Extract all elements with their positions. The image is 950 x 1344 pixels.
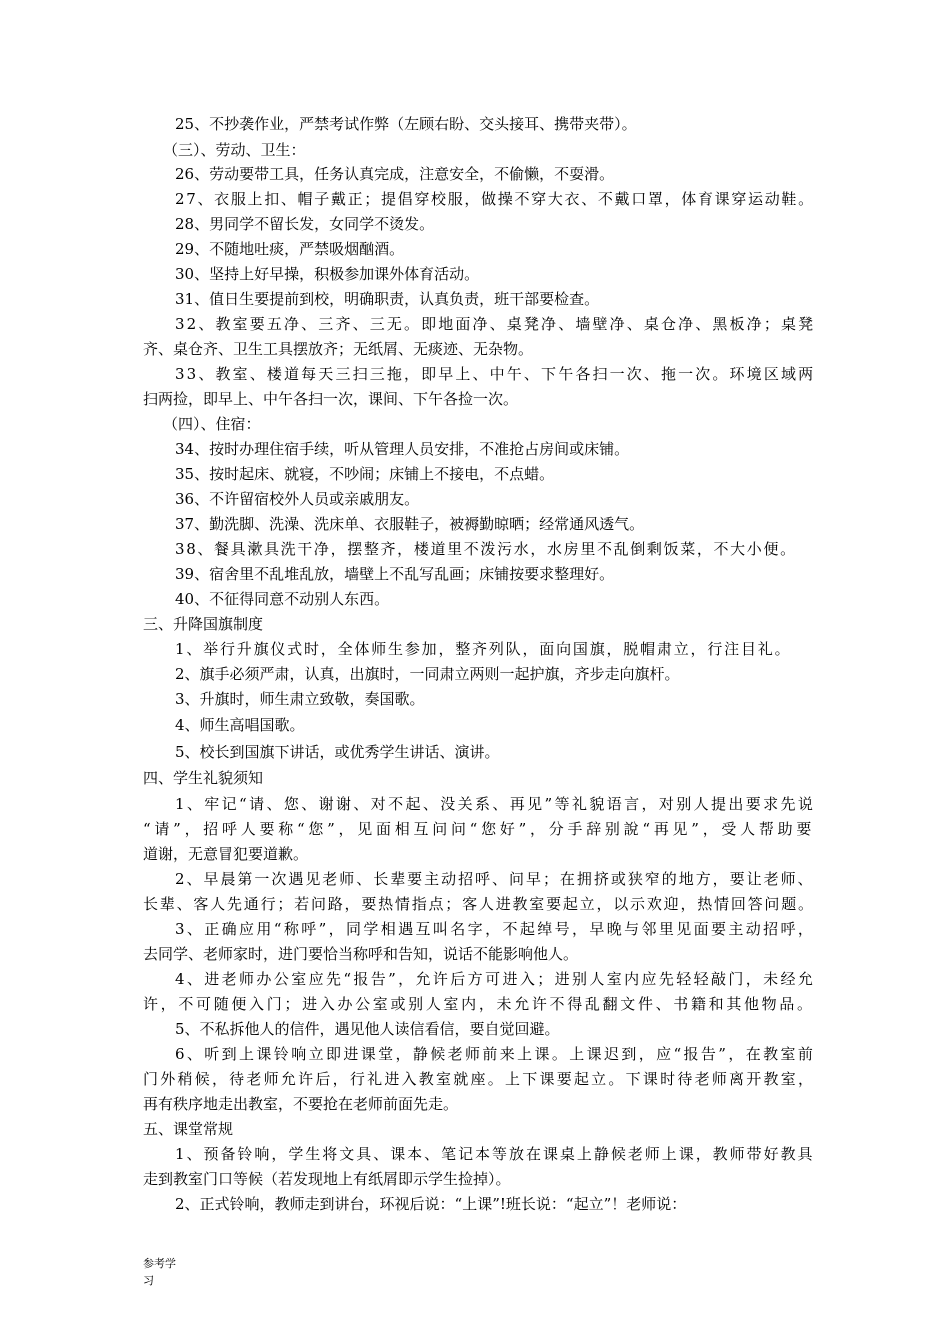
text-line: 6、听到上课铃响立即进课堂，静候老师前来上课。上课迟到，应“报告”，在教室前 [175,1045,816,1063]
text-line: 去同学、老师家时，进门要恰当称呼和告知，说话不能影响他人。 [143,945,579,963]
text-line: 36、不许留宿校外人员或亲戚朋友。 [175,490,420,508]
text-line: 31、值日生要提前到校，明确职责，认真负责，班干部要检查。 [175,290,600,308]
text-line: 2、早晨第一次遇见老师、长辈要主动招呼、问早；在拥挤或狭窄的地方，要让老师、 [175,870,815,888]
text-line: 26、劳动要带工具，任务认真完成，注意安全，不偷懒，不耍滑。 [175,165,615,183]
text-line: 34、按时办理住宿手续，听从管理人员安排，不准抢占房间或床铺。 [175,440,630,458]
text-line: 2、旗手必须严肃，认真，出旗时，一同肃立两则一起护旗，齐步走向旗杆。 [175,665,680,683]
text-line: 三、升降国旗制度 [143,615,264,633]
text-line: 30、坚持上好早操，积极参加课外体育活动。 [175,265,480,283]
text-line: 1、举行升旗仪式时，全体师生参加，整齐列队，面向国旗，脱帽肃立，行注目礼。 [175,640,792,658]
text-line: （四）、住宿： [163,415,261,433]
text-line: 3、正确应用“称呼”，同学相遇互叫名字，不起绰号，早晚与邻里见面要主动招呼， [175,920,816,938]
text-line: 扫两捡，即早上、中午各扫一次，课间、下午各捡一次。 [143,390,519,408]
text-line: 5、不私拆他人的信件，遇见他人读信看信，要自觉回避。 [175,1020,560,1038]
text-line: 25、不抄袭作业，严禁考试作弊（左顾右盼、交头接耳、携带夹带）。 [175,115,637,133]
text-line: 40、不征得同意不动别人东西。 [175,590,390,608]
text-line: 许，不可随便入门；进入办公室或别人室内，未允许不得乱翻文件、书籍和其他物品。 [143,995,815,1013]
text-line: 29、不随地吐痰，严禁吸烟酗酒。 [175,240,405,258]
text-line: 道谢，无意冒犯要道歉。 [143,845,309,863]
text-line: 长辈、客人先通行；若问路，要热情指点；客人进教室要起立，以示欢迎，热情回答问题。 [143,895,815,913]
text-line: 2、正式铃响，教师走到讲台，环视后说：“上课”!班长说：“起立”！老师说： [175,1195,687,1213]
text-line: 38、餐具漱具洗干净，摆整齐，楼道里不泼污水，水房里不乱倒剩饭菜，不大小便。 [175,540,797,558]
text-line: 走到教室门口等候（若发现地上有纸屑即示学生捡掉）。 [143,1170,511,1188]
text-line: 1、预备铃响，学生将文具、课本、笔记本等放在课桌上静候老师上课，教师带好教具 [175,1145,815,1163]
text-line: 齐、桌仓齐、卫生工具摆放齐；无纸屑、无痰迹、无杂物。 [143,340,534,358]
text-line: 37、勤洗脚、洗澡、洗床单、衣服鞋子，被褥勤晾晒；经常通风透气。 [175,515,645,533]
text-line: 五、课堂常规 [143,1120,234,1138]
text-line: （三）、劳动、卫生： [163,141,306,159]
footer-note-line-2: 习 [143,1274,154,1287]
footer-note-line-1: 参考学 [143,1257,176,1270]
text-line: “请”，招呼人要称“您”，见面相互问问“您好”，分手辞别說“再见”，受人帮助要 [143,820,816,838]
text-line: 28、男同学不留长发，女同学不烫发。 [175,215,435,233]
text-line: 35、按时起床、就寝，不吵闹；床铺上不接电，不点蜡。 [175,465,555,483]
text-line: 32、教室要五净、三齐、三无。即地面净、桌凳净、墙壁净、桌仓净、黑板净；桌凳 [175,315,816,333]
text-line: 4、进老师办公室应先“报告”，允许后方可进入；进别人室内应先轻轻敲门，未经允 [175,970,816,988]
text-line: 再有秩序地走出教室，不要抢在老师前面先走。 [143,1095,459,1113]
text-line: 3、升旗时，师生肃立致敬，奏国歌。 [175,690,425,708]
text-line: 1、牢记“请、您、谢谢、对不起、没关系、再见”等礼貌语言，对别人提出要求先说 [175,795,816,813]
text-line: 门外稍候，待老师允许后，行礼进入教室就座。上下课要起立。下课时待老师离开教室， [143,1070,816,1088]
text-line: 5、校长到国旗下讲话，或优秀学生讲话、演讲。 [175,743,500,761]
text-line: 四、学生礼貌须知 [143,769,264,787]
text-line: 39、宿舍里不乱堆乱放，墙壁上不乱写乱画；床铺按要求整理好。 [175,565,615,583]
text-line: 27、衣服上扣、帽子戴正；提倡穿校服，做操不穿大衣、不戴口罩，体育课穿运动鞋。 [175,190,815,208]
text-line: 33、教室、楼道每天三扫三拖，即早上、中午、下午各扫一次、拖一次。环境区域两 [175,365,816,383]
text-line: 4、师生高唱国歌。 [175,716,305,734]
